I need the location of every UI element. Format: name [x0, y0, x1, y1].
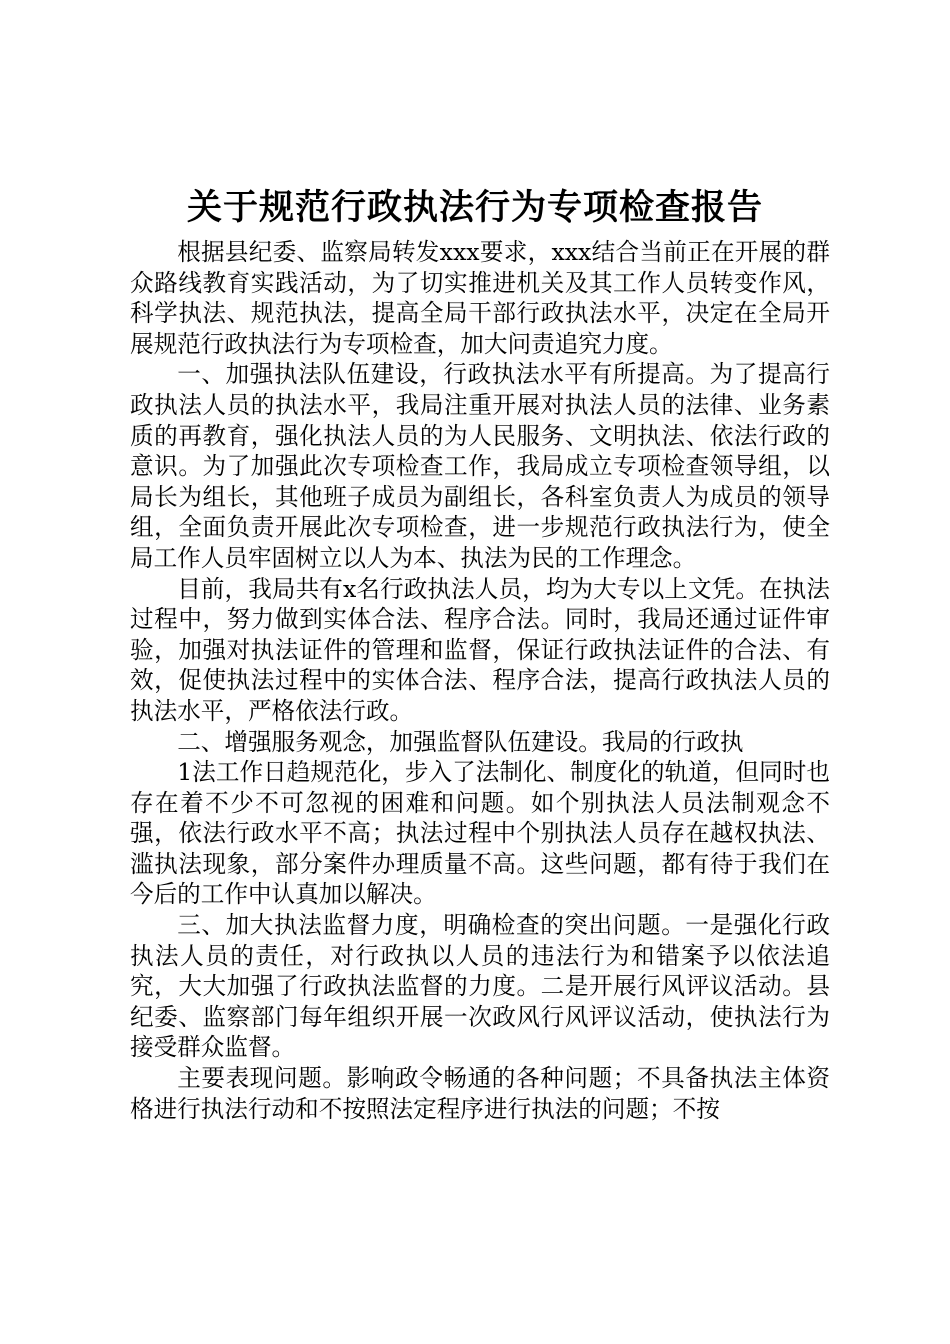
paragraph-main-issues: 主要表现问题。影响政令畅通的各种问题；不具备执法主体资格进行执法行动和不按照法定程序进行执法的问题；不按 — [130, 1064, 830, 1123]
paragraph-intro: 根据县纪委、监察局转发xxx要求，xxx结合当前正在开展的群众路线教育实践活动，为了切实推进机关及其工作人员转变作风，科学执法、规范执法，提高全局干部行政执法水平，决定在全局开展规范行政执法行为专项检查，加大问责追究力度。 — [130, 238, 830, 358]
paragraph-current-status: 目前，我局共有x名行政执法人员，均为大专以上文凭。在执法过程中，努力做到实体合法、程序合法。同时，我局还通过证件审验，加强对执法证件的管理和监督，保证行政执法证件的合法、有效，促使执法过程中的实体合法、程序合法，提高行政执法人员的执法水平，严格依法行政。 — [130, 574, 830, 725]
document-title: 关于规范行政执法行为专项检查报告 — [186, 187, 763, 228]
paragraph-section-1: 一、加强执法队伍建设，行政执法水平有所提高。为了提高行政执法人员的执法水平，我局注重开展对执法人员的法律、业务素质的再教育，强化执法人员的为人民服务、文明执法、依法行政的意识。为了加强此次专项检查工作，我局成立专项检查领导组，以局长为组长，其他班子成员为副组长，各科室负责人为成员的领导组，全面负责开展此次专项检查，进一步规范行政执法行为，使全局工作人员牢固树立以人为本、执法为民的工作理念。 — [130, 360, 830, 572]
document-body — [130, 237, 830, 1124]
paragraph-section-3: 三、加大执法监督力度，明确检查的突出问题。一是强化行政执法人员的责任，对行政执以人员的违法行为和错案予以依法追究，大大加强了行政执法监督的力度。二是开展行风评议活动。县纪委、监察部门每年组织开展一次政风行风评议活动，使执法行为接受群众监督。 — [130, 911, 830, 1062]
paragraph-section-2-heading: 二、增强服务观念，加强监督队伍建设。我局的行政执 — [177, 727, 744, 756]
paragraph-section-2-body: 1法工作日趋规范化，步入了法制化、制度化的轨道，但同时也存在着不少不可忽视的困难和问题。如个别执法人员法制观念不强，依法行政水平不高；执法过程中个别执法人员存在越权执法、滥执法现象，部分案件办理质量不高。这些问题，都有待于我们在今后的工作中认真加以解决。 — [130, 758, 830, 909]
